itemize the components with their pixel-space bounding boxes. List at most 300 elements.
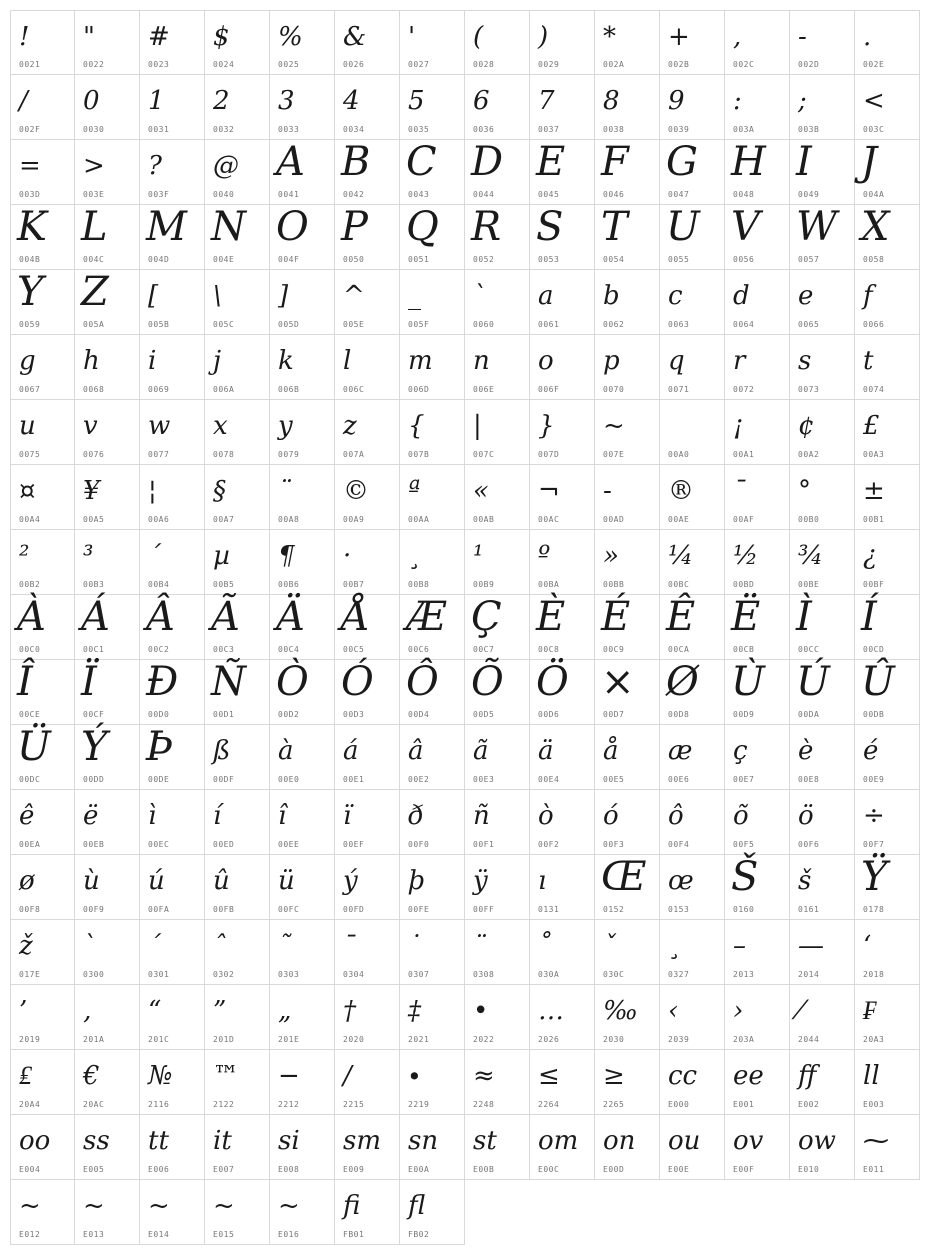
glyph-cell — [335, 400, 400, 465]
glyph-codepoint: 0040 — [213, 190, 235, 199]
glyph-codepoint: 00EC — [148, 840, 170, 849]
glyph-sample: − — [278, 1061, 300, 1091]
glyph-sample: ≤ — [538, 1061, 560, 1091]
glyph-codepoint: 0041 — [278, 190, 300, 199]
glyph-sample: ˆ — [213, 931, 226, 961]
glyph-codepoint: 00D0 — [148, 710, 170, 719]
glyph-sample: @ — [213, 151, 239, 181]
glyph-cell — [660, 1050, 725, 1115]
glyph-cell — [270, 985, 335, 1050]
glyph-sample: n — [473, 346, 490, 376]
glyph-cell — [205, 790, 270, 855]
glyph-codepoint: 030A — [538, 970, 560, 979]
glyph-sample: 9 — [668, 86, 685, 116]
glyph-codepoint: 0070 — [603, 385, 625, 394]
glyph-sample: ï — [343, 801, 352, 831]
glyph-sample: B — [341, 139, 371, 185]
glyph-cell — [400, 205, 465, 270]
glyph-sample: : — [733, 86, 742, 116]
glyph-cell — [790, 75, 855, 140]
glyph-sample: à — [278, 736, 294, 766]
glyph-codepoint: 2248 — [473, 1100, 495, 1109]
glyph-sample: É — [601, 594, 631, 640]
glyph-cell — [465, 465, 530, 530]
glyph-codepoint: 00B3 — [83, 580, 105, 589]
glyph-codepoint: 0024 — [213, 60, 235, 69]
glyph-codepoint: 006F — [538, 385, 560, 394]
glyph-codepoint: E006 — [148, 1165, 170, 1174]
glyph-sample: ‡ — [408, 996, 421, 1026]
glyph-cell — [10, 270, 75, 335]
glyph-sample: st — [473, 1126, 497, 1156]
glyph-codepoint: 00D1 — [213, 710, 235, 719]
glyph-sample: ov — [733, 1126, 764, 1156]
glyph-cell — [660, 920, 725, 985]
glyph-codepoint: 002E — [863, 60, 885, 69]
glyph-codepoint: 00A2 — [798, 450, 820, 459]
glyph-codepoint: 00E5 — [603, 775, 625, 784]
glyph-sample: ç — [733, 736, 748, 766]
glyph-sample: Ê — [666, 594, 696, 640]
glyph-codepoint: 0022 — [83, 60, 105, 69]
glyph-cell — [530, 140, 595, 205]
glyph-codepoint: 2039 — [668, 1035, 690, 1044]
glyph-cell — [10, 920, 75, 985]
glyph-cell — [75, 595, 140, 660]
glyph-sample: û — [213, 866, 230, 896]
glyph-sample: ; — [798, 86, 807, 116]
glyph-cell — [725, 465, 790, 530]
glyph-codepoint: 0059 — [19, 320, 41, 329]
glyph-codepoint: 007D — [538, 450, 560, 459]
glyph-codepoint: E00A — [408, 1165, 430, 1174]
glyph-cell — [335, 920, 400, 985]
glyph-sample: ` — [473, 281, 486, 311]
glyph-cell — [855, 205, 920, 270]
glyph-cell — [790, 725, 855, 790]
glyph-cell — [10, 1180, 75, 1245]
glyph-codepoint: E003 — [863, 1100, 885, 1109]
glyph-cell — [595, 530, 660, 595]
glyph-cell — [335, 660, 400, 725]
glyph-codepoint: 0031 — [148, 125, 170, 134]
glyph-cell — [465, 790, 530, 855]
glyph-sample: 3 — [278, 86, 295, 116]
glyph-codepoint: 0160 — [733, 905, 755, 914]
glyph-cell — [790, 920, 855, 985]
glyph-cell — [140, 1115, 205, 1180]
glyph-codepoint: 20A4 — [19, 1100, 41, 1109]
glyph-codepoint: 0303 — [278, 970, 300, 979]
glyph-codepoint: 00B2 — [19, 580, 41, 589]
glyph-cell — [140, 400, 205, 465]
glyph-sample: µ — [213, 541, 230, 571]
glyph-codepoint: 0161 — [798, 905, 820, 914]
glyph-cell — [790, 530, 855, 595]
glyph-cell — [725, 205, 790, 270]
glyph-codepoint: 00CB — [733, 645, 755, 654]
glyph-codepoint: 00C6 — [408, 645, 430, 654]
glyph-sample: Þ — [146, 724, 174, 770]
glyph-sample: ⁄ — [798, 996, 803, 1026]
glyph-cell — [75, 855, 140, 920]
glyph-codepoint: 0055 — [668, 255, 690, 264]
glyph-cell — [140, 855, 205, 920]
glyph-cell — [465, 400, 530, 465]
glyph-codepoint: 004C — [83, 255, 105, 264]
glyph-sample: 5 — [408, 86, 425, 116]
glyph-codepoint: 0023 — [148, 60, 170, 69]
glyph-codepoint: 2030 — [603, 1035, 625, 1044]
glyph-sample: ä — [538, 736, 554, 766]
glyph-codepoint: 00E8 — [798, 775, 820, 784]
glyph-cell — [10, 75, 75, 140]
glyph-sample: þ — [408, 866, 425, 896]
glyph-sample: Â — [146, 594, 175, 640]
glyph-sample: ~ — [278, 1191, 300, 1221]
glyph-codepoint: 0029 — [538, 60, 560, 69]
glyph-sample: Í — [861, 594, 877, 640]
glyph-sample: ~ — [213, 1191, 235, 1221]
glyph-cell — [140, 790, 205, 855]
glyph-codepoint: 00C4 — [278, 645, 300, 654]
glyph-sample: K — [17, 204, 47, 250]
glyph-sample: ﬂ — [408, 1191, 426, 1221]
glyph-sample: Ä — [276, 594, 305, 640]
glyph-codepoint: E00E — [668, 1165, 690, 1174]
glyph-cell — [75, 660, 140, 725]
glyph-sample: [ — [148, 281, 159, 311]
glyph-sample: ¤ — [19, 476, 36, 506]
glyph-codepoint: 00FD — [343, 905, 365, 914]
glyph-cell — [595, 985, 660, 1050]
glyph-cell — [205, 10, 270, 75]
glyph-cell — [75, 140, 140, 205]
glyph-codepoint: 00C5 — [343, 645, 365, 654]
glyph-codepoint: 0027 — [408, 60, 430, 69]
glyph-sample: Ø — [666, 659, 699, 705]
glyph-sample: † — [343, 996, 356, 1026]
glyph-codepoint: 00B4 — [148, 580, 170, 589]
glyph-codepoint: 0075 — [19, 450, 41, 459]
glyph-codepoint: 0036 — [473, 125, 495, 134]
glyph-codepoint: 0028 — [473, 60, 495, 69]
glyph-cell — [855, 725, 920, 790]
glyph-sample: } — [538, 411, 555, 441]
glyph-cell — [335, 465, 400, 530]
glyph-codepoint: 00CF — [83, 710, 105, 719]
glyph-codepoint: E005 — [83, 1165, 105, 1174]
glyph-sample: = — [19, 151, 41, 181]
glyph-sample: c — [668, 281, 683, 311]
glyph-codepoint: 0076 — [83, 450, 105, 459]
glyph-codepoint: 00BB — [603, 580, 625, 589]
glyph-codepoint: 003E — [83, 190, 105, 199]
glyph-sample: Ý — [81, 724, 108, 770]
glyph-cell — [595, 465, 660, 530]
glyph-sample: 6 — [473, 86, 490, 116]
glyph-codepoint: 00C0 — [19, 645, 41, 654]
glyph-sample: P — [341, 204, 368, 250]
glyph-cell — [725, 1050, 790, 1115]
glyph-sample: » — [603, 541, 619, 571]
glyph-cell — [140, 205, 205, 270]
glyph-cell — [400, 140, 465, 205]
glyph-cell — [660, 1115, 725, 1180]
glyph-sample: º — [538, 541, 551, 571]
glyph-cell — [270, 1180, 335, 1245]
glyph-sample: · — [343, 541, 352, 571]
glyph-cell — [660, 790, 725, 855]
glyph-codepoint: 00DB — [863, 710, 885, 719]
glyph-sample: 0 — [83, 86, 100, 116]
glyph-codepoint: 0039 — [668, 125, 690, 134]
glyph-sample: ˙ — [408, 931, 421, 961]
glyph-codepoint: 0050 — [343, 255, 365, 264]
glyph-codepoint: 005A — [83, 320, 105, 329]
glyph-sample: t — [863, 346, 874, 376]
glyph-cell — [790, 1050, 855, 1115]
glyph-codepoint: 00CC — [798, 645, 820, 654]
glyph-sample: F — [601, 139, 629, 185]
glyph-cell — [205, 920, 270, 985]
glyph-sample: „ — [278, 996, 292, 1026]
glyph-cell — [660, 530, 725, 595]
glyph-sample: ÿ — [473, 866, 488, 896]
glyph-sample: Y — [17, 269, 44, 315]
glyph-sample: ) — [538, 22, 549, 52]
glyph-sample: I — [796, 139, 812, 185]
glyph-cell — [270, 530, 335, 595]
glyph-cell — [725, 855, 790, 920]
glyph-codepoint: 004A — [863, 190, 885, 199]
glyph-sample: s — [798, 346, 812, 376]
glyph-sample: . — [863, 22, 872, 52]
glyph-codepoint: 00F0 — [408, 840, 430, 849]
glyph-codepoint: 0045 — [538, 190, 560, 199]
glyph-cell — [595, 855, 660, 920]
glyph-sample: J — [861, 139, 878, 185]
glyph-sample: ¢ — [798, 411, 815, 441]
glyph-sample: Š — [731, 854, 759, 900]
glyph-sample: & — [343, 22, 367, 52]
glyph-codepoint: 007B — [408, 450, 430, 459]
glyph-cell — [10, 10, 75, 75]
glyph-cell — [790, 465, 855, 530]
glyph-codepoint: 0032 — [213, 125, 235, 134]
glyph-sample: î — [278, 801, 287, 831]
glyph-sample: Æ — [406, 594, 447, 640]
glyph-sample: X — [861, 204, 890, 250]
glyph-cell — [335, 75, 400, 140]
glyph-sample: ™ — [213, 1061, 239, 1091]
glyph-cell — [140, 660, 205, 725]
glyph-codepoint: 0065 — [798, 320, 820, 329]
glyph-codepoint: 0021 — [19, 60, 41, 69]
glyph-codepoint: 00D6 — [538, 710, 560, 719]
glyph-codepoint: 00B5 — [213, 580, 235, 589]
glyph-codepoint: 00BA — [538, 580, 560, 589]
glyph-codepoint: 00A9 — [343, 515, 365, 524]
glyph-cell — [10, 855, 75, 920]
glyph-codepoint: 00E9 — [863, 775, 885, 784]
glyph-cell — [595, 1050, 660, 1115]
glyph-sample: € — [83, 1061, 100, 1091]
glyph-sample: k — [278, 346, 294, 376]
glyph-sample: 1 — [148, 86, 165, 116]
glyph-codepoint: 00F1 — [473, 840, 495, 849]
glyph-codepoint: 2265 — [603, 1100, 625, 1109]
glyph-codepoint: 0067 — [19, 385, 41, 394]
glyph-codepoint: 2215 — [343, 1100, 365, 1109]
glyph-codepoint: E013 — [83, 1230, 105, 1239]
glyph-cell — [140, 725, 205, 790]
glyph-sample: ú — [148, 866, 165, 896]
glyph-cell — [725, 595, 790, 660]
glyph-sample: ë — [83, 801, 99, 831]
glyph-cell — [530, 855, 595, 920]
glyph-sample: q — [668, 346, 685, 376]
glyph-codepoint: 00F9 — [83, 905, 105, 914]
glyph-codepoint: 00E6 — [668, 775, 690, 784]
glyph-codepoint: FB01 — [343, 1230, 365, 1239]
glyph-sample: ∕ — [343, 1061, 352, 1091]
glyph-codepoint: 00FA — [148, 905, 170, 914]
glyph-sample: > — [83, 151, 105, 181]
glyph-cell — [270, 660, 335, 725]
glyph-cell — [530, 595, 595, 660]
glyph-cell — [205, 465, 270, 530]
glyph-codepoint: 0327 — [668, 970, 690, 979]
glyph-cell — [205, 530, 270, 595]
glyph-codepoint: 0071 — [668, 385, 690, 394]
glyph-codepoint: E015 — [213, 1230, 235, 1239]
glyph-codepoint: 2122 — [213, 1100, 235, 1109]
glyph-cell — [140, 75, 205, 140]
glyph-sample: % — [278, 22, 303, 52]
glyph-sample: ˜ — [278, 931, 291, 961]
glyph-sample: S — [536, 204, 564, 250]
glyph-codepoint: 00F2 — [538, 840, 560, 849]
glyph-sample: ® — [668, 476, 694, 506]
glyph-sample: ow — [798, 1126, 836, 1156]
glyph-codepoint: 0025 — [278, 60, 300, 69]
glyph-codepoint: 201E — [278, 1035, 300, 1044]
glyph-codepoint: 004E — [213, 255, 235, 264]
glyph-codepoint: 00E0 — [278, 775, 300, 784]
glyph-cell — [790, 790, 855, 855]
glyph-cell — [335, 1115, 400, 1180]
glyph-codepoint: 0301 — [148, 970, 170, 979]
glyph-sample: ô — [668, 801, 684, 831]
glyph-sample: ð — [408, 801, 424, 831]
glyph-codepoint: 00D5 — [473, 710, 495, 719]
glyph-sample: ý — [343, 866, 358, 896]
glyph-sample: ~ — [19, 1191, 41, 1221]
glyph-sample: i — [148, 346, 157, 376]
glyph-cell — [140, 10, 205, 75]
glyph-sample: Ó — [341, 659, 374, 705]
glyph-cell — [660, 205, 725, 270]
glyph-cell — [10, 140, 75, 205]
glyph-codepoint: 017E — [19, 970, 41, 979]
glyph-cell — [790, 855, 855, 920]
glyph-cell — [530, 1050, 595, 1115]
glyph-sample: ’ — [19, 996, 28, 1026]
glyph-codepoint: 00B6 — [278, 580, 300, 589]
glyph-cell — [140, 270, 205, 335]
glyph-sample: cc — [668, 1061, 698, 1091]
glyph-sample: ee — [733, 1061, 764, 1091]
glyph-cell — [400, 985, 465, 1050]
glyph-cell — [595, 400, 660, 465]
glyph-cell — [140, 920, 205, 985]
glyph-sample: ½ — [733, 541, 759, 571]
glyph-cell — [855, 270, 920, 335]
glyph-sample: ff — [798, 1061, 817, 1091]
glyph-cell — [205, 1115, 270, 1180]
glyph-sample: Ô — [406, 659, 439, 705]
glyph-codepoint: 0068 — [83, 385, 105, 394]
glyph-codepoint: 0308 — [473, 970, 495, 979]
glyph-codepoint: 00BF — [863, 580, 885, 589]
glyph-cell — [140, 1180, 205, 1245]
glyph-codepoint: E001 — [733, 1100, 755, 1109]
glyph-cell — [400, 595, 465, 660]
glyph-sample: x — [213, 411, 228, 441]
glyph-sample: ou — [668, 1126, 701, 1156]
glyph-codepoint: 201A — [83, 1035, 105, 1044]
glyph-cell — [465, 595, 530, 660]
glyph-cell — [530, 465, 595, 530]
glyph-codepoint: 0062 — [603, 320, 625, 329]
glyph-sample: Ö — [536, 659, 569, 705]
glyph-codepoint: 00E4 — [538, 775, 560, 784]
glyph-cell — [400, 855, 465, 920]
glyph-grid — [10, 10, 920, 1245]
glyph-cell — [10, 790, 75, 855]
glyph-codepoint: 00AD — [603, 515, 625, 524]
glyph-codepoint: 203A — [733, 1035, 755, 1044]
glyph-cell — [465, 10, 530, 75]
glyph-cell — [270, 1050, 335, 1115]
glyph-sample: g — [19, 346, 36, 376]
glyph-cell — [790, 1115, 855, 1180]
glyph-cell — [595, 660, 660, 725]
glyph-codepoint: 002F — [19, 125, 41, 134]
glyph-sample: a — [538, 281, 554, 311]
glyph-codepoint: E00D — [603, 1165, 625, 1174]
glyph-codepoint: E00F — [733, 1165, 755, 1174]
glyph-cell — [335, 270, 400, 335]
glyph-sample: ¨ — [278, 476, 291, 506]
glyph-sample: 8 — [603, 86, 620, 116]
glyph-cell — [140, 465, 205, 530]
glyph-cell — [725, 1115, 790, 1180]
glyph-sample: ˇ — [603, 931, 616, 961]
glyph-sample: Ç — [471, 594, 502, 640]
glyph-sample: 2 — [213, 86, 230, 116]
glyph-sample: z — [343, 411, 357, 441]
glyph-cell — [75, 205, 140, 270]
glyph-cell — [270, 140, 335, 205]
glyph-codepoint: 0053 — [538, 255, 560, 264]
glyph-codepoint: 201D — [213, 1035, 235, 1044]
glyph-cell — [205, 75, 270, 140]
glyph-sample: j — [213, 346, 222, 376]
glyph-cell — [660, 725, 725, 790]
glyph-codepoint: 0074 — [863, 385, 885, 394]
